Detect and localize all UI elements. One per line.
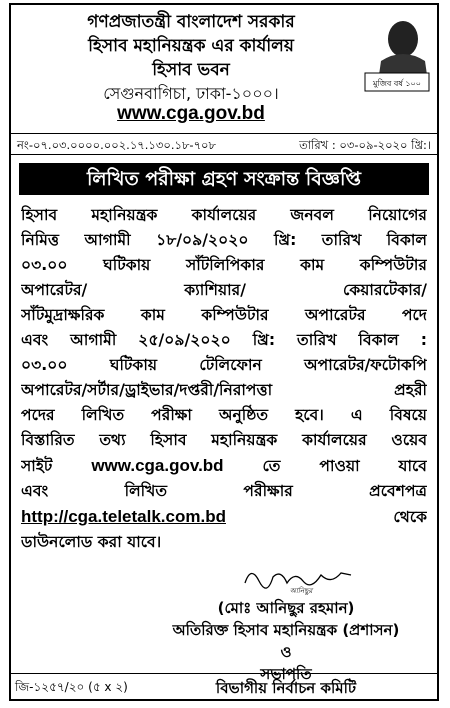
committee-name: বিভাগীয় নির্বাচন কমিটি bbox=[215, 679, 357, 697]
address: সেগুনবাগিচা, ঢাকা-১০০০। bbox=[103, 84, 279, 103]
notice-body bbox=[21, 203, 427, 555]
signatory-block bbox=[151, 597, 421, 685]
emblem-text: মুজিব বর্ষ ১০০ bbox=[373, 79, 421, 88]
body-line: ০৩.০০ ঘটিকায় সাঁটলিপিকার কাম কম্পিউটার bbox=[21, 256, 427, 274]
mujib-borsho-logo bbox=[363, 15, 431, 93]
memo-date: তারিখ : ০৩-০৯-২০২০ খ্রি:। bbox=[299, 138, 431, 152]
body-line: হিসাব মহানিয়ন্ত্রক কার্যালয়ের জনবল নিয়োগের bbox=[21, 206, 427, 224]
body-line: সাঁটমুদ্রাক্ষরিক কাম কম্পিউটার অপারেটর পদে bbox=[21, 306, 427, 324]
notice-title: লিখিত পরীক্ষা গ্রহণ সংক্রান্ত বিজ্ঞপ্তি bbox=[19, 163, 429, 195]
body-line-teletalk bbox=[21, 504, 427, 530]
body-line: ডাউনলোড করা যাবে। bbox=[21, 533, 162, 551]
body-line: অপারেটর/ ক্যাশিয়ার/ কেয়ারটেকার/ bbox=[21, 281, 427, 299]
office-name: হিসাব মহানিয়ন্ত্রক এর কার্যালয় bbox=[88, 36, 294, 56]
signatory-designation: অতিরিক্ত হিসাব মহানিয়ন্ত্রক (প্রশাসন) bbox=[172, 621, 400, 639]
body-line: ০৩.০০ ঘটিকায় টেলিফোন অপারেটর/ফটোকপি bbox=[21, 356, 427, 374]
footer bbox=[11, 673, 437, 699]
reference-row bbox=[11, 133, 437, 155]
header bbox=[11, 5, 437, 152]
body-line-website bbox=[21, 453, 427, 479]
body-line: বিস্তারিত তথ্য হিসাব মহানিয়ন্ত্রক কার্যালয়ের ওয়েব bbox=[21, 431, 427, 449]
notice-frame bbox=[9, 3, 439, 701]
signatory-conjunction: ও bbox=[280, 643, 292, 661]
body-text: সাইট bbox=[21, 457, 53, 475]
body-line: অপারেটর/সর্টার/ড্রাইভার/দপ্তরী/নিরাপত্তা প্রহরী bbox=[21, 381, 427, 399]
body-line: নিমিত্ত আগামী ১৮/০৯/২০২০ খ্রি: তারিখ বিকাল bbox=[21, 231, 427, 249]
body-line: এবং আগামী ২৫/০৯/২০২০ খ্রি: তারিখ বিকাল : bbox=[21, 331, 427, 349]
signatory-name: (মোঃ আনিছুর রহমান) bbox=[217, 599, 355, 617]
body-line: পদের লিখিত পরীক্ষা অনুষ্ঠিত হবে। এ বিষয়ে bbox=[21, 406, 427, 424]
body-line: এবং লিখিত পরীক্ষার প্রবেশপত্র bbox=[21, 482, 427, 500]
teletalk-link[interactable]: http://cga.teletalk.com.bd bbox=[21, 507, 226, 526]
memo-number: নং-০৭.০৩.০০০০.০০২.১৭.১৩০.১৮-৭০৮ bbox=[17, 138, 216, 152]
footer-code: জি-১২৫৭/২০ (৫ x ২) bbox=[15, 680, 128, 694]
government-name: গণপ্রজাতন্ত্রী বাংলাদেশ সরকার bbox=[87, 12, 295, 32]
signature bbox=[241, 561, 361, 595]
signature-text: আনিছুর bbox=[289, 587, 313, 595]
signatory-role: সভাপতি bbox=[260, 665, 312, 683]
body-text: তে পাওয়া যাবে bbox=[262, 457, 427, 475]
cga-website-link[interactable]: www.cga.gov.bd bbox=[91, 456, 224, 475]
body-text: থেকে bbox=[393, 508, 427, 526]
website-link[interactable]: www.cga.gov.bd bbox=[117, 103, 265, 124]
building-name: হিসাব ভবন bbox=[152, 60, 230, 80]
